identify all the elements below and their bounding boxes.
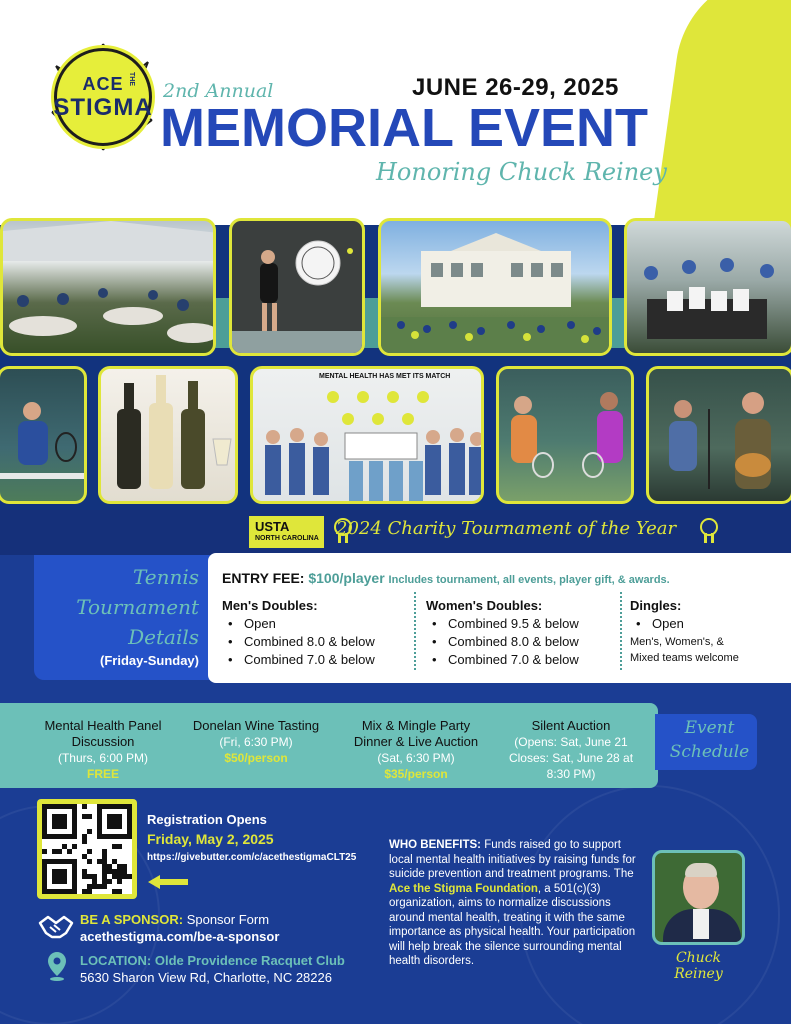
player-backhand-illustration <box>0 369 87 504</box>
banner-text: MENTAL HEALTH HAS MET ITS MATCH <box>319 373 451 380</box>
event-schedule-title: Event Schedule <box>669 718 750 762</box>
location-pin-icon <box>48 952 66 982</box>
photo-musicians <box>646 366 791 504</box>
photo-auction-table <box>624 218 791 356</box>
womens-doubles-title: Women's Doubles: <box>426 598 543 613</box>
logo-the-text: THE <box>128 72 135 86</box>
entry-fee-price: $100/player <box>308 570 385 586</box>
logo-stigma-text: STIGMA <box>53 94 153 121</box>
photo-clubhouse <box>378 218 612 356</box>
sponsor-url[interactable]: acethestigma.com/be-a-sponsor <box>80 929 280 944</box>
usta-logo-text: USTA <box>255 519 290 534</box>
dingles-title: Dingles: <box>630 598 682 613</box>
list-item: • Combined 8.0 & below <box>426 633 579 651</box>
sponsor-line <box>80 912 269 927</box>
dingles-note-1: Men's, Women's, & <box>630 636 724 648</box>
list-item: • Combined 7.0 & below <box>426 651 579 669</box>
chuck-reiney-portrait <box>652 850 745 945</box>
who-benefits-text: WHO BENEFITS: Funds raised go to support local mental health initiatives by raising funds for suicide prevention and treatment programs. The Ace the Stigma Foundation, a 501(c)(3) organization, aims to normalize discussions around mental health, treating it with the same importance as physical health. Your participation will help break the silence surrounding mental health disorders. <box>389 839 636 967</box>
annual-label: 2nd Annual <box>163 80 274 102</box>
registration-title: Registration Opens <box>147 812 267 827</box>
arrow-left-icon <box>148 875 188 889</box>
handshake-icon <box>38 913 74 941</box>
schedule-item-party: Mix & Mingle Party Dinner & Live Auction (Sat, 6:30 PM) $35/person <box>353 718 479 781</box>
dingles-note-2: Mixed teams welcome <box>630 652 739 664</box>
logo-ace-text: ACE <box>82 74 124 94</box>
ace-the-stigma-logo <box>48 42 158 152</box>
entry-fee-description: Includes tournament, all events, player gift, & awards. <box>388 574 670 586</box>
list-item: • Combined 9.5 & below <box>426 615 579 633</box>
schedule-item-wine: Donelan Wine Tasting (Fri, 6:30 PM) $50/person <box>192 718 320 765</box>
musicians-illustration <box>649 369 791 504</box>
photo-fist-bump <box>496 366 634 504</box>
dingles-list <box>630 615 684 633</box>
tournament-title: Tennis Tournament Details <box>76 565 199 649</box>
photo-dinner-tent <box>0 218 216 356</box>
registration-qr-code[interactable] <box>37 799 137 899</box>
divider <box>414 592 416 670</box>
list-item: • Combined 8.0 & below <box>222 633 375 651</box>
mens-doubles-title: Men's Doubles: <box>222 598 318 613</box>
entry-fee-line <box>222 570 670 586</box>
clubhouse-illustration <box>381 221 612 356</box>
photo-player-backhand <box>0 366 87 504</box>
location-address: 5630 Sharon View Rd, Charlotte, NC 28226 <box>80 970 332 985</box>
photo-check-presentation <box>250 366 484 504</box>
entry-fee-label: ENTRY FEE: <box>222 570 305 586</box>
yellow-swoosh-decoration <box>653 0 791 225</box>
tennis-player-illustration <box>232 221 365 356</box>
mens-doubles-list <box>222 615 375 669</box>
usta-region-text: NORTH CAROLINA <box>255 535 319 542</box>
portrait-caption: Chuck Reiney <box>674 950 723 982</box>
foundation-name: Ace the Stigma Foundation <box>389 882 538 895</box>
page-title: MEMORIAL EVENT <box>160 98 649 158</box>
photo-wine-bottles <box>98 366 238 504</box>
registration-date: Friday, May 2, 2025 <box>147 831 274 847</box>
tournament-days: (Friday-Sunday) <box>100 653 199 668</box>
photo-tennis-serve <box>229 218 365 356</box>
divider <box>620 592 622 670</box>
sponsor-form-link[interactable]: Sponsor Form <box>186 912 270 927</box>
medal-icon <box>698 518 720 544</box>
tent-crowd-illustration <box>3 221 216 356</box>
event-dates: JUNE 26-29, 2025 <box>412 74 619 101</box>
list-item: • Open <box>222 615 375 633</box>
schedule-item-auction: Silent Auction (Opens: Sat, June 21 Closes: Sat, June 28 at 8:30 PM) <box>508 718 634 781</box>
award-title: 2024 Charity Tournament of the Year <box>336 518 677 539</box>
group-photo-illustration <box>253 369 484 504</box>
list-item: • Open <box>630 615 684 633</box>
qr-code-icon <box>42 804 132 894</box>
list-item: • Combined 7.0 & below <box>222 651 375 669</box>
womens-doubles-list <box>426 615 579 669</box>
registration-link[interactable]: https://givebutter.com/c/acethestigmaCLT25 <box>147 852 357 863</box>
auction-illustration <box>627 221 791 356</box>
honoring-subtitle: Honoring Chuck Reiney <box>376 158 667 186</box>
schedule-item-panel: Mental Health Panel Discussion (Thurs, 6:00 PM) FREE <box>44 718 162 781</box>
wine-bottles-illustration <box>101 369 238 504</box>
fist-bump-illustration <box>499 369 634 504</box>
who-benefits-label: WHO BENEFITS: <box>389 839 481 851</box>
usta-logo <box>249 516 324 548</box>
location-label: LOCATION: Olde Providence Racquet Club <box>80 953 345 968</box>
sponsor-label: BE A SPONSOR: <box>80 912 184 927</box>
